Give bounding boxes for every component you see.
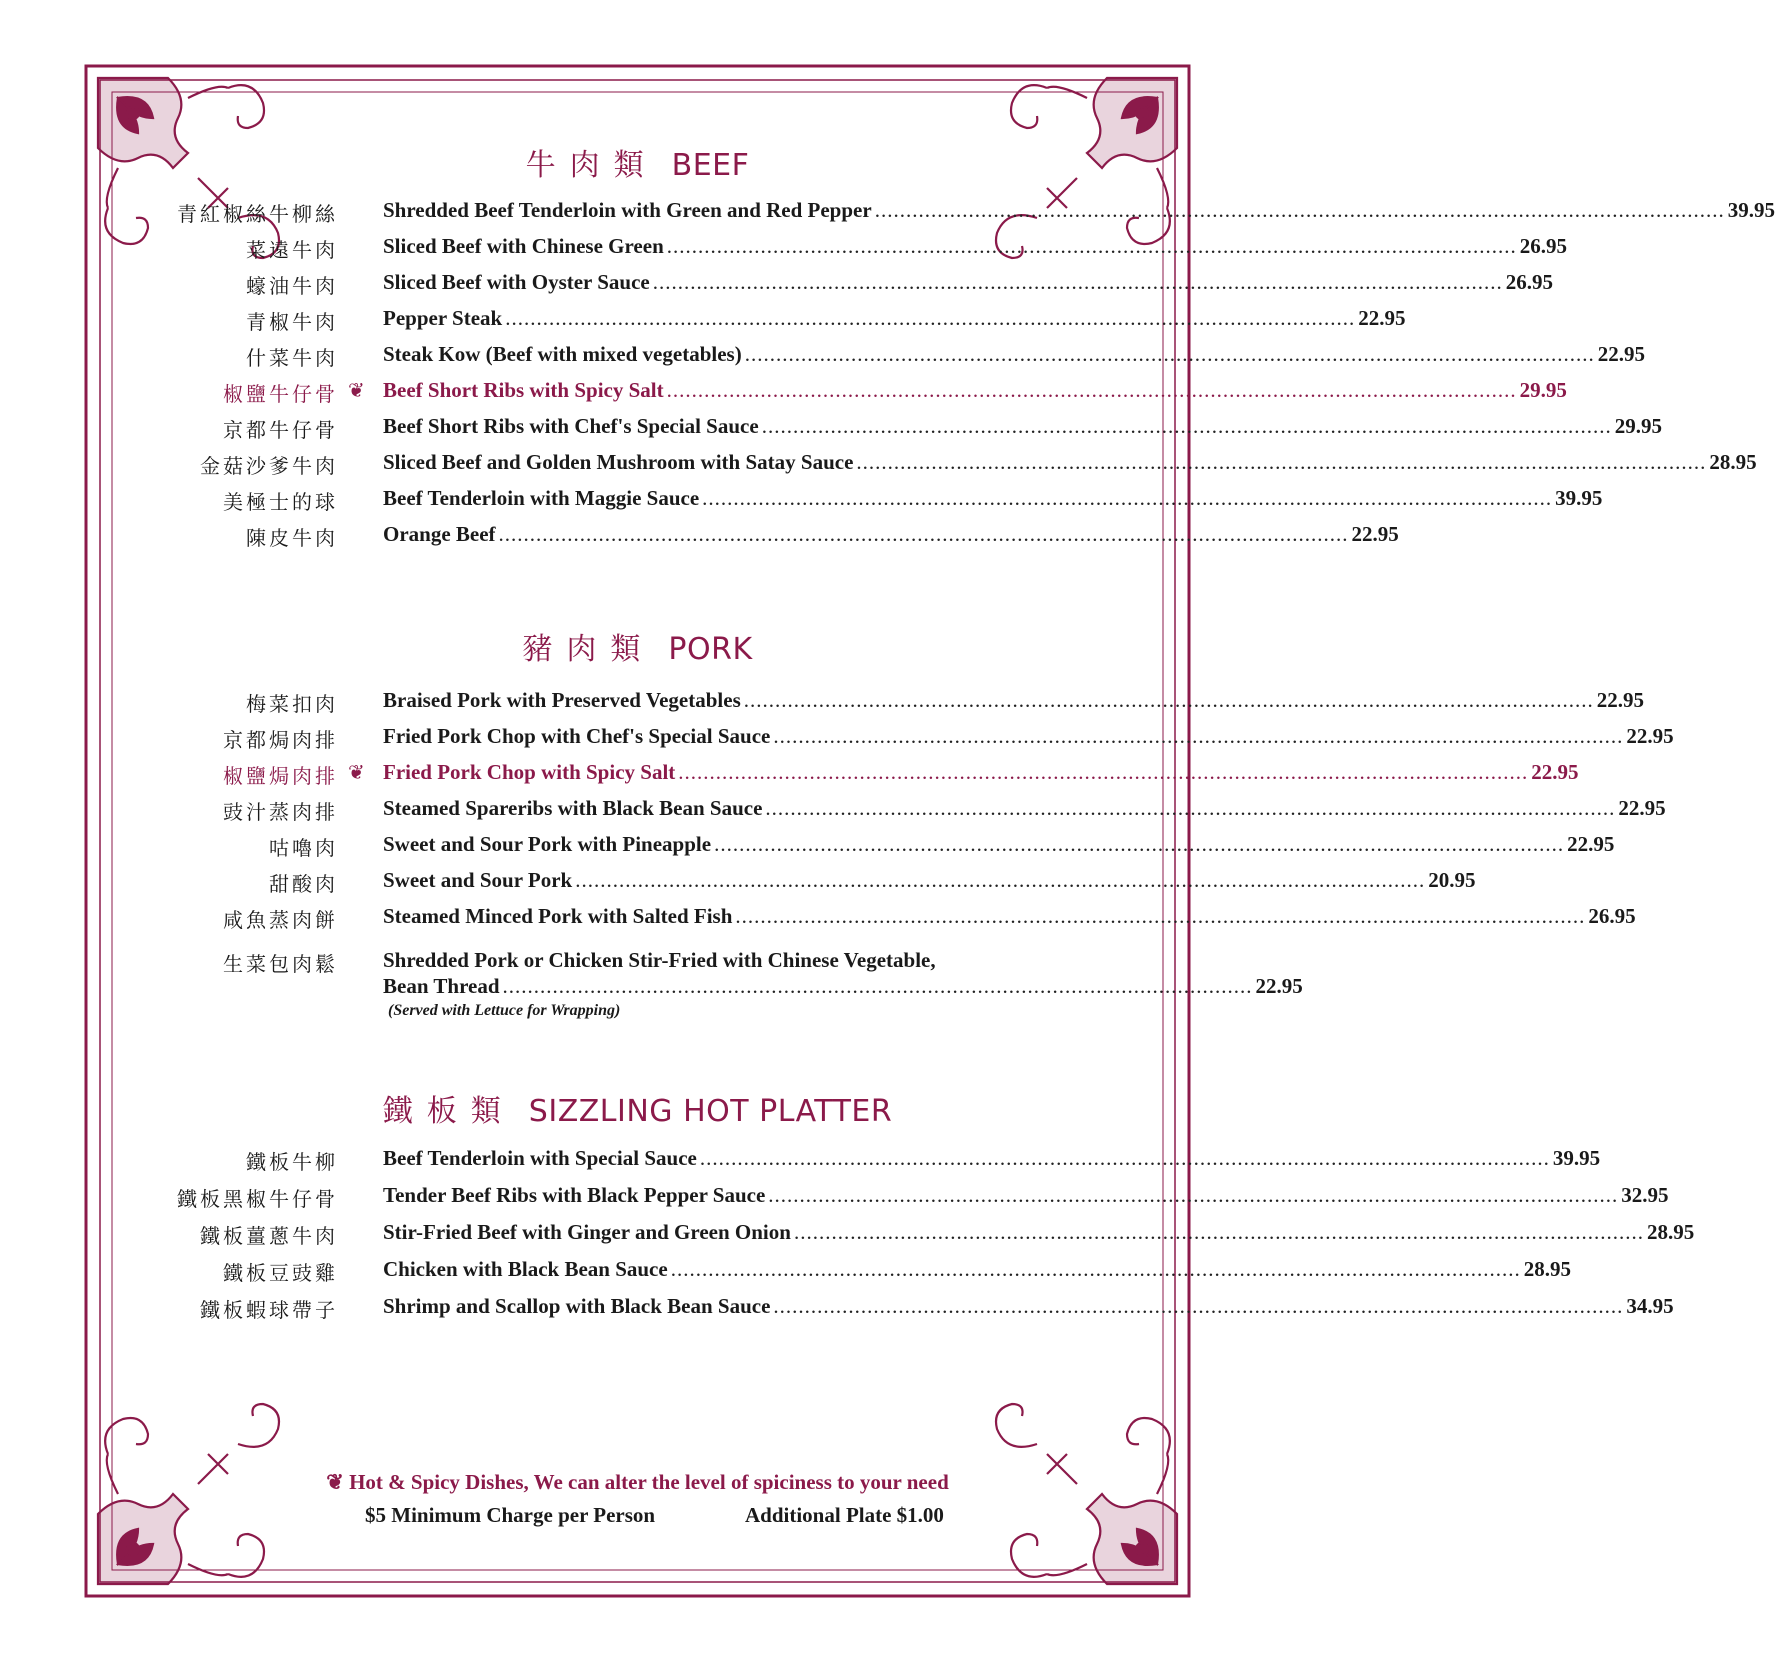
menu-item xyxy=(0,1294,1674,1330)
item-cn-name: 菜遠牛肉 xyxy=(246,238,338,262)
dot-leader: ........................................................................................................................................ xyxy=(666,378,1517,402)
item-price: 39.95 xyxy=(1555,486,1603,510)
item-price: 26.95 xyxy=(1519,234,1568,258)
item-en-name: Pepper Steak xyxy=(383,306,503,330)
item-en-name: Braised Pork with Preserved Vegetables xyxy=(383,688,741,712)
item-en-line xyxy=(383,234,1568,259)
section-title-beef xyxy=(0,140,1275,184)
item-cn-name: 京都牛仔骨 xyxy=(223,418,338,442)
item-price: 22.95 xyxy=(1255,974,1303,998)
item-price: 22.95 xyxy=(1531,760,1579,784)
additional-plate: Additional Plate $1.00 xyxy=(745,1503,944,1527)
section-title-cn: 鐵板類 xyxy=(382,1094,515,1129)
item-en-line xyxy=(383,724,1674,749)
item-en-line xyxy=(383,486,1603,511)
item-en-name: Steamed Spareribs with Black Bean Sauce xyxy=(383,796,763,820)
item-en-name: Shrimp and Scallop with Black Bean Sauce xyxy=(383,1294,771,1318)
item-cn-name: 椒鹽牛仔骨 xyxy=(223,382,338,406)
item-price: 29.95 xyxy=(1614,414,1662,438)
item-en-line xyxy=(383,1146,1601,1171)
menu-item xyxy=(0,904,1636,940)
item-price: 22.95 xyxy=(1567,832,1615,856)
item-price: 22.95 xyxy=(1596,688,1644,712)
item-en-name: Chicken with Black Bean Sauce xyxy=(383,1257,668,1281)
menu-item-spicy xyxy=(0,378,1567,414)
menu-item xyxy=(0,198,1775,234)
item-en-line xyxy=(383,1183,1669,1208)
item-en-line xyxy=(383,306,1406,331)
item-en-line xyxy=(383,270,1553,295)
item-cn-name: 椒鹽焗肉排 xyxy=(223,764,338,788)
item-price: 28.95 xyxy=(1646,1220,1695,1244)
item-price: 22.95 xyxy=(1358,306,1406,330)
dot-leader: ........................................................................................................................................ xyxy=(699,1146,1550,1170)
item-en-name: Tender Beef Ribs with Black Pepper Sauce xyxy=(383,1183,766,1207)
dot-leader: ........................................................................................................................................ xyxy=(773,724,1624,748)
dot-leader: ........................................................................................................................................ xyxy=(666,234,1517,258)
section-title-sizzling xyxy=(0,1086,1275,1130)
item-price: 39.95 xyxy=(1727,198,1775,222)
item-price: 34.95 xyxy=(1626,1294,1674,1318)
item-note: (Served with Lettuce for Wrapping) xyxy=(388,1002,621,1019)
item-cn-name: 鐵板蝦球帶子 xyxy=(200,1298,338,1322)
item-cn-name: 咕嚕肉 xyxy=(269,836,338,860)
item-en-line xyxy=(383,1220,1695,1245)
dot-leader: ........................................................................................................................................ xyxy=(670,1257,1521,1281)
item-en-name-line2: Bean Thread xyxy=(383,974,500,998)
section-title-en: PORK xyxy=(668,632,753,667)
menu-item xyxy=(0,486,1603,522)
item-en-line xyxy=(383,342,1645,367)
minimum-charge: $5 Minimum Charge per Person xyxy=(365,1503,656,1527)
dot-leader: ........................................................................................................................................ xyxy=(505,306,1356,330)
dot-leader: ........................................................................................................................................ xyxy=(874,198,1725,222)
item-price: 29.95 xyxy=(1519,378,1567,402)
section-title-en: SIZZLING HOT PLATTER xyxy=(528,1094,893,1129)
section-title-cn: 牛肉類 xyxy=(525,148,658,183)
item-cn-name: 豉汁蒸肉排 xyxy=(223,800,338,824)
menu-item xyxy=(0,1183,1669,1219)
item-en-line xyxy=(383,522,1399,547)
item-en-name: Orange Beef xyxy=(383,522,496,546)
item-en-line xyxy=(383,760,1579,785)
menu-item xyxy=(0,1257,1571,1293)
dot-leader: ........................................................................................................................................ xyxy=(678,760,1529,784)
item-cn-name: 蠔油牛肉 xyxy=(246,274,338,298)
item-price: 20.95 xyxy=(1428,868,1476,892)
dot-leader: ........................................................................................................................................ xyxy=(498,522,1349,546)
item-cn-name: 生菜包肉鬆 xyxy=(223,952,338,976)
item-price: 22.95 xyxy=(1597,342,1645,366)
menu-item xyxy=(0,1146,1601,1182)
dot-leader: ........................................................................................................................................ xyxy=(652,270,1503,294)
pepper-icon: ❦ xyxy=(348,760,365,784)
section-title-pork xyxy=(0,624,1275,668)
item-en-name: Stir-Fried Beef with Ginger and Green Onion xyxy=(383,1220,791,1244)
dot-leader: ........................................................................................................................................ xyxy=(702,486,1553,510)
item-price: 39.95 xyxy=(1552,1146,1601,1170)
section-title-en: BEEF xyxy=(671,148,750,183)
item-cn-name: 陳皮牛肉 xyxy=(246,526,338,550)
item-cn-name: 梅菜扣肉 xyxy=(246,692,338,716)
dot-leader: ........................................................................................................................................ xyxy=(761,414,1612,438)
item-en-line xyxy=(383,1294,1674,1319)
item-en-line xyxy=(383,868,1476,893)
item-cn-name: 金菇沙爹牛肉 xyxy=(200,454,338,478)
menu-item xyxy=(0,414,1662,450)
spicy-footnote xyxy=(0,1470,1275,1495)
item-en-line xyxy=(383,414,1662,439)
item-cn-name: 美極士的球 xyxy=(223,490,338,514)
item-en-line xyxy=(383,904,1636,929)
item-cn-name: 鐵板豆豉雞 xyxy=(223,1261,338,1285)
menu-item xyxy=(0,270,1553,306)
menu-item-spicy xyxy=(0,760,1579,796)
item-en-line xyxy=(383,198,1775,223)
dot-leader: ........................................................................................................................................ xyxy=(575,868,1426,892)
menu-item xyxy=(0,796,1666,832)
menu-item xyxy=(0,234,1568,270)
menu-item xyxy=(0,688,1644,724)
item-price: 28.95 xyxy=(1523,1257,1571,1281)
dot-leader: ........................................................................................................................................ xyxy=(735,904,1586,928)
item-en-name: Sliced Beef with Chinese Green xyxy=(383,234,664,258)
item-en-line xyxy=(383,832,1615,857)
item-en-name: Sweet and Sour Pork with Pineapple xyxy=(383,832,712,856)
spicy-note-text: Hot & Spicy Dishes, We can alter the level of spiciness to your need xyxy=(349,1470,949,1494)
dot-leader: ........................................................................................................................................ xyxy=(765,796,1616,820)
item-en-name: Beef Short Ribs with Spicy Salt xyxy=(383,378,664,402)
item-cn-name: 京都焗肉排 xyxy=(223,728,338,752)
menu-item xyxy=(0,306,1406,342)
item-en-name: Beef Short Ribs with Chef's Special Sauce xyxy=(383,414,759,438)
item-en-name: Beef Tenderloin with Special Sauce xyxy=(383,1146,697,1170)
item-en-line xyxy=(383,1257,1571,1282)
item-cn-name: 青椒牛肉 xyxy=(246,310,338,334)
dot-leader: ........................................................................................................................................ xyxy=(743,688,1594,712)
dot-leader: ........................................................................................................................................ xyxy=(856,450,1707,474)
item-price: 22.95 xyxy=(1626,724,1674,748)
item-price: 22.95 xyxy=(1351,522,1399,546)
dot-leader: ........................................................................................................................................ xyxy=(773,1294,1624,1318)
item-price: 26.95 xyxy=(1505,270,1553,294)
menu-item xyxy=(0,450,1757,486)
menu-item xyxy=(0,724,1674,760)
item-cn-name: 咸魚蒸肉餅 xyxy=(223,908,338,932)
item-cn-name: 什菜牛肉 xyxy=(246,346,338,370)
item-en-line xyxy=(383,450,1757,475)
menu-item xyxy=(0,832,1615,868)
item-en-line xyxy=(383,796,1666,821)
dot-leader: ........................................................................................................................................ xyxy=(714,832,1565,856)
menu-item xyxy=(0,868,1476,904)
item-en-name: Steamed Minced Pork with Salted Fish xyxy=(383,904,733,928)
item-en-name: Shredded Beef Tenderloin with Green and Red Pepper xyxy=(383,198,872,222)
item-en-name: Steak Kow (Beef with mixed vegetables) xyxy=(383,342,742,366)
menu-item xyxy=(0,342,1645,378)
item-en-name: Sliced Beef with Oyster Sauce xyxy=(383,270,650,294)
dot-leader: ........................................................................................................................................ xyxy=(793,1220,1644,1244)
item-en-line xyxy=(383,378,1567,403)
item-en-name: Beef Tenderloin with Maggie Sauce xyxy=(383,486,700,510)
item-cn-name: 鐵板薑蔥牛肉 xyxy=(200,1224,338,1248)
item-en-line xyxy=(383,974,1303,999)
item-en-name: Fried Pork Chop with Spicy Salt xyxy=(383,760,676,784)
pepper-icon: ❦ xyxy=(326,1470,344,1494)
item-en-name: Fried Pork Chop with Chef's Special Sauce xyxy=(383,724,771,748)
item-cn-name: 甜酸肉 xyxy=(269,872,338,896)
item-price: 32.95 xyxy=(1621,1183,1669,1207)
item-en-name: Sliced Beef and Golden Mushroom with Satay Sauce xyxy=(383,450,854,474)
item-cn-name: 鐵板牛柳 xyxy=(246,1150,338,1174)
menu-item xyxy=(0,948,1303,1028)
dot-leader: ........................................................................................................................................ xyxy=(744,342,1595,366)
item-en-name-line1: Shredded Pork or Chicken Stir-Fried with Chinese Vegetable, xyxy=(383,948,936,972)
item-cn-name: 鐵板黑椒牛仔骨 xyxy=(177,1187,338,1211)
item-cn-name: 青紅椒絲牛柳絲 xyxy=(177,202,338,226)
item-price: 28.95 xyxy=(1709,450,1757,474)
section-title-cn: 豬肉類 xyxy=(522,632,655,667)
item-price: 26.95 xyxy=(1588,904,1636,928)
item-price: 22.95 xyxy=(1618,796,1666,820)
menu-item xyxy=(0,1220,1695,1256)
pepper-icon: ❦ xyxy=(348,378,365,402)
item-en-line xyxy=(383,688,1644,713)
dot-leader: ........................................................................................................................................ xyxy=(768,1183,1619,1207)
menu-item xyxy=(0,522,1399,558)
item-en-name: Sweet and Sour Pork xyxy=(383,868,573,892)
dot-leader: ........................................................................................................................ xyxy=(502,974,1253,998)
